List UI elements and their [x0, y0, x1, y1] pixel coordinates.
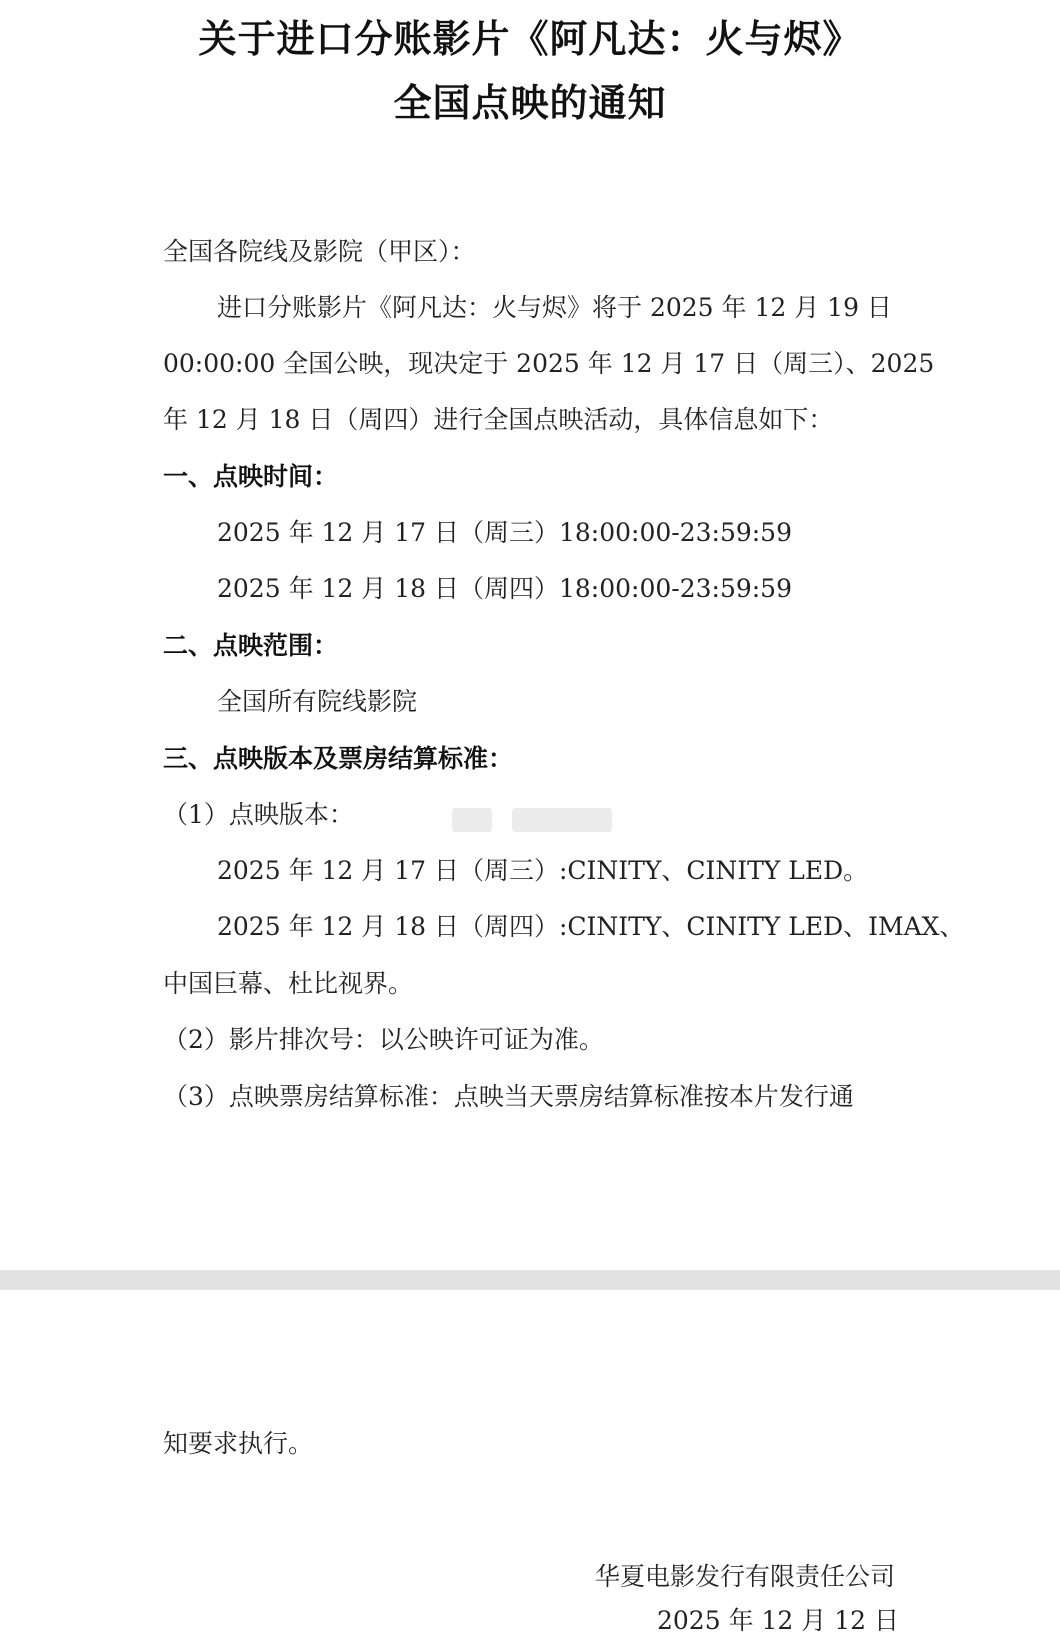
- intro-line-1: 进口分账影片《阿凡达：火与烬》将于 2025 年 12 月 19 日: [217, 293, 892, 322]
- section3-sub1-line-3: 中国巨幕、杜比视界。: [163, 969, 414, 998]
- section1-item-1: 2025 年 12 月 17 日（周三）18:00:00-23:59:59: [217, 518, 792, 547]
- document-title-line1: 关于进口分账影片《阿凡达：火与烬》: [198, 17, 862, 61]
- section2-body: 全国所有院线影院: [217, 687, 418, 716]
- section3-sub3: （3）点映票房结算标准：点映当天票房结算标准按本片发行通: [163, 1082, 854, 1111]
- signature-company: 华夏电影发行有限责任公司: [595, 1562, 896, 1591]
- faint-mark: [452, 808, 492, 832]
- document-title-line2: 全国点映的通知: [393, 81, 667, 125]
- section1-heading: 一、点映时间：: [163, 462, 339, 491]
- intro-line-3: 年 12 月 18 日（周四）进行全国点映活动，具体信息如下：: [163, 405, 834, 434]
- signature-date: 2025 年 12 月 12 日: [657, 1606, 899, 1635]
- section3-sub3-continued: 知要求执行。: [163, 1429, 314, 1458]
- page-break-divider: [0, 1270, 1060, 1290]
- section3-sub1-line-2: 2025 年 12 月 18 日（周四）:CINITY、CINITY LED、IMAX、: [217, 912, 965, 941]
- addressee: 全国各院线及影院（甲区）：: [163, 237, 476, 266]
- section3-sub2: （2）影片排次号：以公映许可证为准。: [163, 1025, 604, 1054]
- section2-heading: 二、点映范围：: [163, 631, 339, 660]
- section3-heading: 三、点映版本及票房结算标准：: [163, 744, 514, 773]
- section1-item-2: 2025 年 12 月 18 日（周四）18:00:00-23:59:59: [217, 574, 792, 603]
- section3-sub1-line-1: 2025 年 12 月 17 日（周三）:CINITY、CINITY LED。: [217, 856, 869, 885]
- section3-sub1-label: （1）点映版本：: [163, 800, 354, 829]
- intro-line-2: 00:00:00 全国公映，现决定于 2025 年 12 月 17 日（周三）、2025: [163, 349, 935, 378]
- faint-mark: [512, 808, 612, 832]
